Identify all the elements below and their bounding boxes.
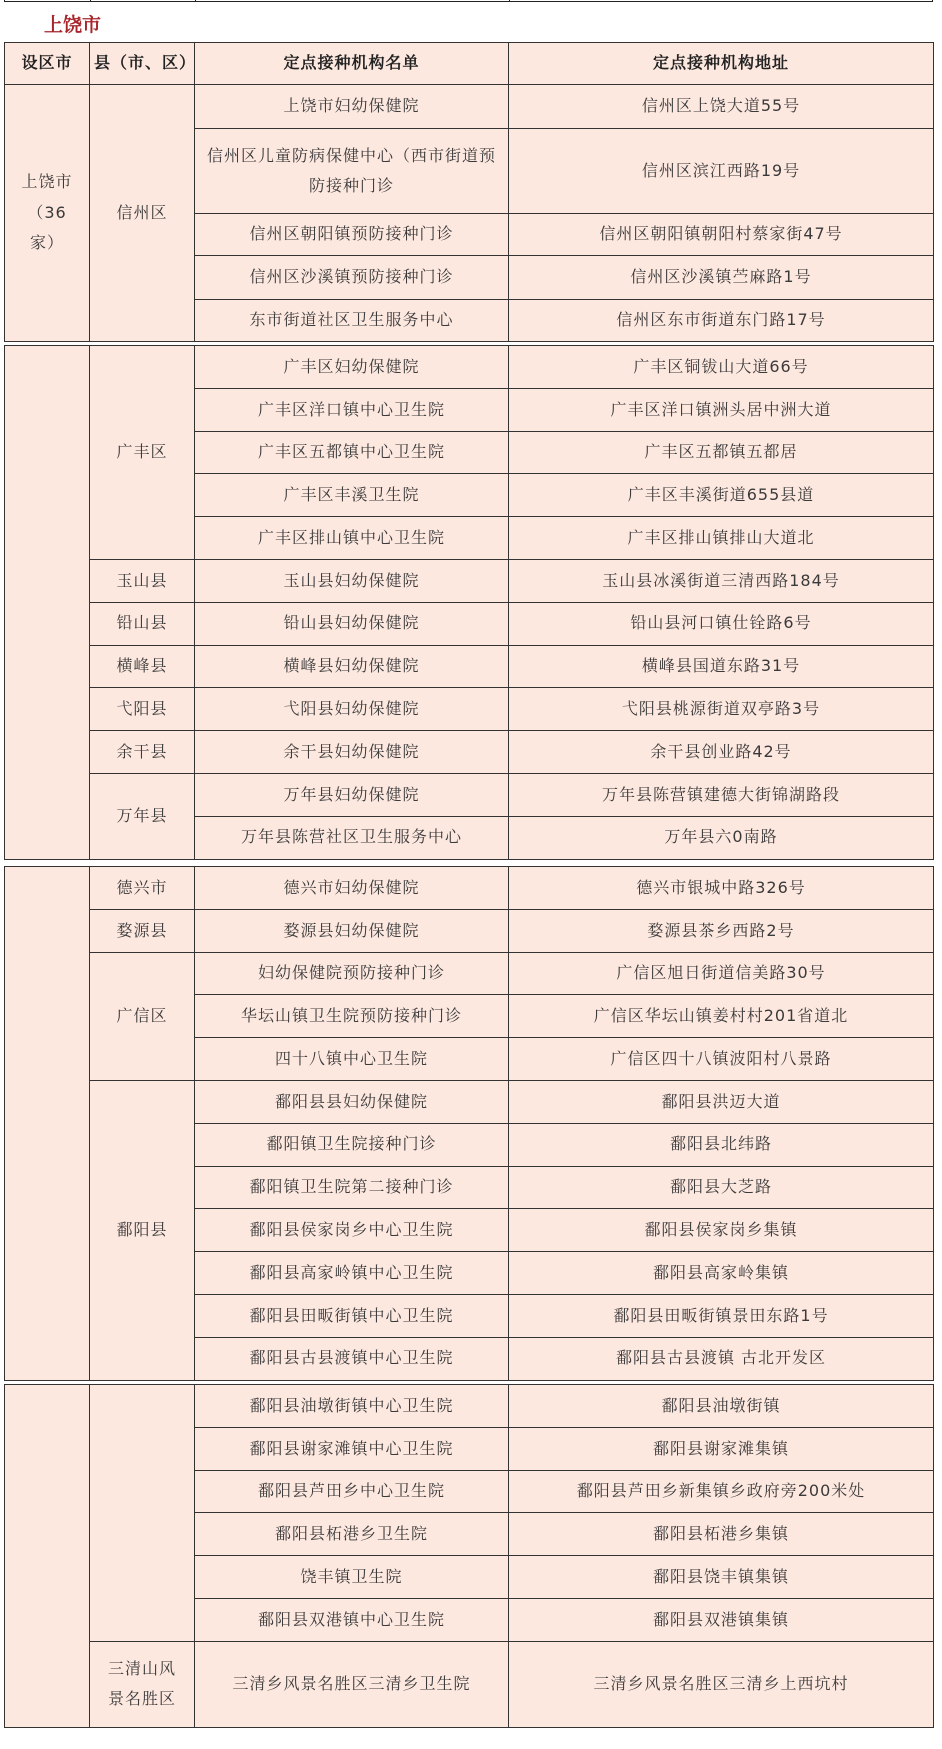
institution-name: 鄱阳县侯家岗乡中心卫生院 <box>195 1209 509 1252</box>
institution-name: 鄱阳县双港镇中心卫生院 <box>195 1598 509 1641</box>
city-cell <box>5 1385 90 1728</box>
institution-address: 弋阳县桃源街道双亭路3号 <box>509 688 934 731</box>
institution-name: 鄱阳镇卫生院接种门诊 <box>195 1123 509 1166</box>
header-row <box>5 43 934 85</box>
county-cell: 三清山风景名胜区 <box>90 1641 195 1727</box>
institution-address: 广丰区洋口镇洲头居中洲大道 <box>509 388 934 431</box>
institution-address: 鄱阳县古县渡镇 古北开发区 <box>509 1337 934 1380</box>
institution-name: 横峰县妇幼保健院 <box>195 645 509 688</box>
institution-address: 鄱阳县芦田乡新集镇乡政府旁200米处 <box>509 1470 934 1513</box>
table-row <box>5 952 934 995</box>
vaccination-table <box>4 42 934 342</box>
institution-name: 鄱阳县谢家滩镇中心卫生院 <box>195 1427 509 1470</box>
column-header: 定点接种机构名单 <box>195 43 509 85</box>
county-cell: 万年县 <box>90 773 195 859</box>
table-row <box>5 773 934 816</box>
institution-name: 四十八镇中心卫生院 <box>195 1038 509 1081</box>
county-cell: 横峰县 <box>90 645 195 688</box>
county-cell: 铅山县 <box>90 602 195 645</box>
previous-table-edge <box>4 0 933 2</box>
institution-address: 鄱阳县柘港乡集镇 <box>509 1513 934 1556</box>
county-cell: 婺源县 <box>90 909 195 952</box>
institution-address: 鄱阳县油墩街镇 <box>509 1385 934 1428</box>
institution-name: 华坛山镇卫生院预防接种门诊 <box>195 995 509 1038</box>
institution-name: 广丰区洋口镇中心卫生院 <box>195 388 509 431</box>
institution-address: 信州区上饶大道55号 <box>509 85 934 129</box>
county-cell: 弋阳县 <box>90 688 195 731</box>
column-header: 县（市、区） <box>90 43 195 85</box>
institution-address: 广丰区丰溪街道655县道 <box>509 474 934 517</box>
table-row <box>5 1641 934 1727</box>
institution-address: 鄱阳县谢家滩集镇 <box>509 1427 934 1470</box>
table-row <box>5 85 934 129</box>
table-row <box>5 559 934 602</box>
county-cell: 广丰区 <box>90 346 195 560</box>
table-row <box>5 731 934 774</box>
institution-address: 鄱阳县大芝路 <box>509 1166 934 1209</box>
section-title: 上饶市 <box>44 14 102 36</box>
county-cell: 鄱阳县 <box>90 1080 195 1380</box>
institution-address: 信州区沙溪镇苎麻路1号 <box>509 256 934 300</box>
city-cell <box>5 346 90 860</box>
institution-address: 三清乡风景名胜区三清乡上西坑村 <box>509 1641 934 1727</box>
institution-name: 鄱阳县油墩街镇中心卫生院 <box>195 1385 509 1428</box>
institution-name: 鄱阳县芦田乡中心卫生院 <box>195 1470 509 1513</box>
institution-name: 玉山县妇幼保健院 <box>195 559 509 602</box>
institution-name: 鄱阳县县妇幼保健院 <box>195 1080 509 1123</box>
institution-address: 广丰区铜钹山大道66号 <box>509 346 934 389</box>
institution-name: 广丰区丰溪卫生院 <box>195 474 509 517</box>
institution-address: 鄱阳县侯家岗乡集镇 <box>509 1209 934 1252</box>
institution-address: 玉山县冰溪街道三清西路184号 <box>509 559 934 602</box>
table-row <box>5 602 934 645</box>
county-cell: 余干县 <box>90 731 195 774</box>
institution-address: 铅山县河口镇仕铨路6号 <box>509 602 934 645</box>
institution-name: 广丰区排山镇中心卫生院 <box>195 517 509 560</box>
institution-name: 德兴市妇幼保健院 <box>195 867 509 910</box>
institution-name: 鄱阳县柘港乡卫生院 <box>195 1513 509 1556</box>
institution-name: 鄱阳县高家岭镇中心卫生院 <box>195 1252 509 1295</box>
county-cell: 广信区 <box>90 952 195 1080</box>
institution-name: 广丰区妇幼保健院 <box>195 346 509 389</box>
institution-address: 余干县创业路42号 <box>509 731 934 774</box>
institution-address: 万年县六0南路 <box>509 816 934 859</box>
institution-address: 鄱阳县高家岭集镇 <box>509 1252 934 1295</box>
column-header: 定点接种机构地址 <box>509 43 934 85</box>
institution-name: 广丰区五都镇中心卫生院 <box>195 431 509 474</box>
institution-address: 广丰区五都镇五都居 <box>509 431 934 474</box>
table-row <box>5 1385 934 1428</box>
institution-address: 广丰区排山镇排山大道北 <box>509 517 934 560</box>
institution-name: 余干县妇幼保健院 <box>195 731 509 774</box>
institution-name: 信州区朝阳镇预防接种门诊 <box>195 214 509 256</box>
county-cell: 玉山县 <box>90 559 195 602</box>
institution-name: 东市街道社区卫生服务中心 <box>195 300 509 342</box>
institution-name: 信州区儿童防病保健中心（西市街道预防接种门诊 <box>195 129 509 214</box>
institution-address: 鄱阳县饶丰镇集镇 <box>509 1556 934 1599</box>
institution-name: 万年县妇幼保健院 <box>195 773 509 816</box>
institution-name: 饶丰镇卫生院 <box>195 1556 509 1599</box>
institution-address: 广信区华坛山镇姜村村201省道北 <box>509 995 934 1038</box>
institution-address: 广信区四十八镇波阳村八景路 <box>509 1038 934 1081</box>
table-row <box>5 645 934 688</box>
institution-name: 上饶市妇幼保健院 <box>195 85 509 129</box>
institution-address: 鄱阳县洪迈大道 <box>509 1080 934 1123</box>
institution-address: 德兴市银城中路326号 <box>509 867 934 910</box>
institution-address: 鄱阳县双港镇集镇 <box>509 1598 934 1641</box>
institution-address: 信州区东市街道东门路17号 <box>509 300 934 342</box>
institution-name: 鄱阳县古县渡镇中心卫生院 <box>195 1337 509 1380</box>
county-cell <box>90 1385 195 1642</box>
institution-address: 信州区滨江西路19号 <box>509 129 934 214</box>
institution-name: 弋阳县妇幼保健院 <box>195 688 509 731</box>
institution-address: 鄱阳县北纬路 <box>509 1123 934 1166</box>
county-cell: 信州区 <box>90 85 195 342</box>
institution-name: 婺源县妇幼保健院 <box>195 909 509 952</box>
institution-address: 信州区朝阳镇朝阳村蔡家街47号 <box>509 214 934 256</box>
city-cell <box>5 867 90 1381</box>
institution-name: 妇幼保健院预防接种门诊 <box>195 952 509 995</box>
table-row <box>5 909 934 952</box>
vaccination-table <box>4 866 934 1381</box>
institution-address: 鄱阳县田畈街镇景田东路1号 <box>509 1294 934 1337</box>
table-row <box>5 1080 934 1123</box>
institution-name: 鄱阳县田畈街镇中心卫生院 <box>195 1294 509 1337</box>
table-row <box>5 346 934 389</box>
city-cell: 上饶市（36家） <box>5 85 90 342</box>
institution-address: 横峰县国道东路31号 <box>509 645 934 688</box>
vaccination-table <box>4 1384 934 1728</box>
institution-name: 鄱阳镇卫生院第二接种门诊 <box>195 1166 509 1209</box>
institution-address: 婺源县茶乡西路2号 <box>509 909 934 952</box>
table-row <box>5 688 934 731</box>
institution-name: 三清乡风景名胜区三清乡卫生院 <box>195 1641 509 1727</box>
institution-name: 铅山县妇幼保健院 <box>195 602 509 645</box>
institution-name: 万年县陈营社区卫生服务中心 <box>195 816 509 859</box>
institution-address: 万年县陈营镇建德大街锦湖路段 <box>509 773 934 816</box>
vaccination-table <box>4 345 934 860</box>
institution-address: 广信区旭日街道信美路30号 <box>509 952 934 995</box>
county-cell: 德兴市 <box>90 867 195 910</box>
column-header: 设区市 <box>5 43 90 85</box>
institution-name: 信州区沙溪镇预防接种门诊 <box>195 256 509 300</box>
table-row <box>5 867 934 910</box>
